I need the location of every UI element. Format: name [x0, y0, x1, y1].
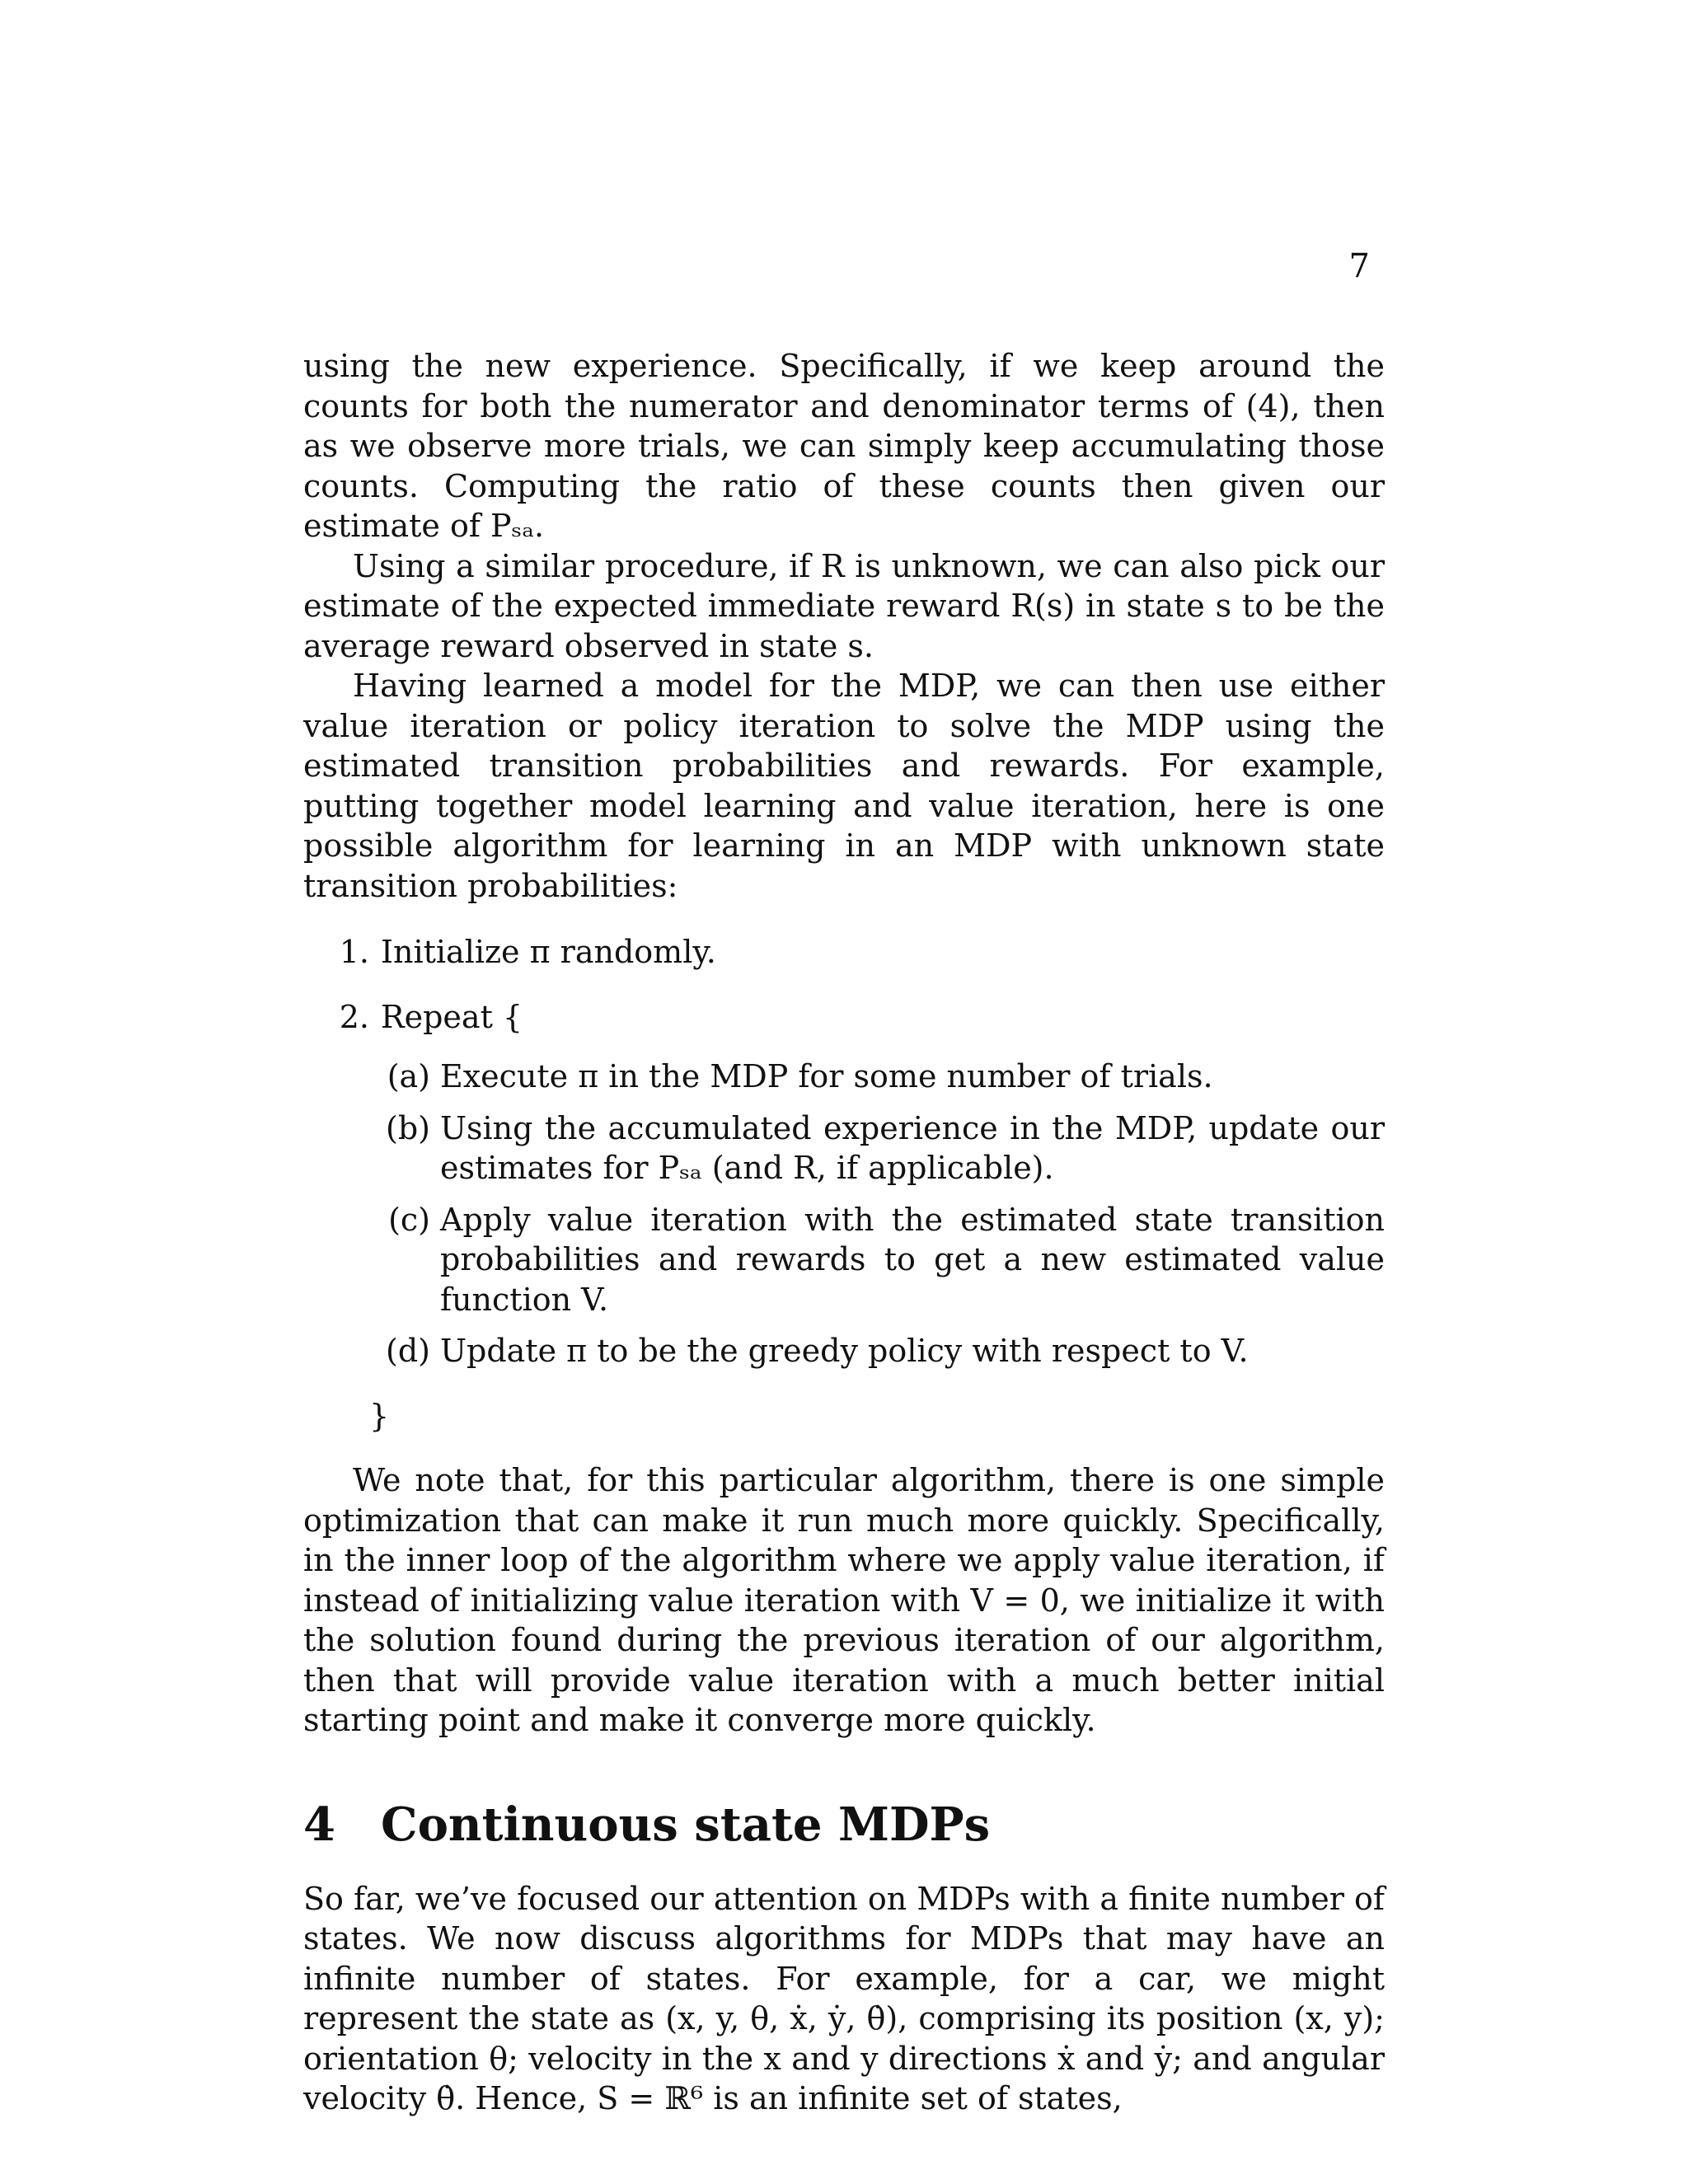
paragraph-4: We note that, for this particular algorithm, there is one simple optimization that can make it run much more quickly. Specifically, in the inner loop of the algorithm where we apply value iteration, if instead of initializing value iteration with V = 0, we initialize it with the solution found during the previous iteration of our algorithm, then that will provide value iteration with a much better initial starting point and make it converge more quickly. [303, 1462, 1385, 1738]
closing-brace: } [369, 1397, 390, 1434]
step-text: Initialize π randomly. [381, 934, 716, 970]
substep-text: Apply value iteration with the estimated state transition probabilities and rewards to get a new estimated value function V. [440, 1201, 1385, 1318]
substep-c [369, 1200, 1385, 1320]
substep-d [369, 1331, 1385, 1371]
substep-list [369, 1057, 1385, 1383]
paragraph-5: So far, we’ve focused our attention on MDPs with a finite number of states. We now discuss algorithms for MDPs that may have an infinite number of states. For example, for a car, we might represent the state as (x, y, θ, ẋ, ẏ, θ̇), comprising its position (x, y); orientation θ; velocity in the x and y directions ẋ and ẏ; and angular velocity θ̇. Hence, S = ℝ⁶ is an infinite set of states, [303, 1880, 1385, 2116]
substep-label: (c) [388, 1201, 430, 1238]
algorithm-step-1 [303, 932, 1385, 972]
section-title: Continuous state MDPs [381, 1797, 991, 1852]
substep-text: Update π to be the greedy policy with respect to V. [440, 1333, 1249, 1369]
substep-text: Using the accumulated experience in the MDP, update our estimates for Pₛₐ (and R, if applicable). [440, 1109, 1385, 1186]
paragraph-2: Using a similar procedure, if R is unknown, we can also pick our estimate of the expected immediate reward R(s) in state s to be the average reward observed in state s. [303, 547, 1385, 664]
algorithm-step-2 [303, 997, 1385, 1436]
substep-text: Execute π in the MDP for some number of trials. [440, 1058, 1213, 1094]
paragraph-1: using the new experience. Specifically, if we keep around the counts for both the numerator and denominator terms of (4), then as we observe more trials, we can simply keep accumulating those counts. Computing the ratio of these counts then given our estimate of Pₛₐ. [303, 348, 1385, 544]
paragraph-3: Having learned a model for the MDP, we can then use either value iteration or policy iteration to solve the MDP using the estimated transition probabilities and rewards. For example, putting together model learning and value iteration, here is one possible algorithm for learning in an MDP with unknown state transition probabilities: [303, 668, 1385, 904]
step-number: 2. [339, 998, 369, 1035]
substep-label: (b) [386, 1109, 430, 1146]
step-number: 1. [339, 934, 369, 970]
algorithm-list [303, 932, 1385, 1436]
step-text: Repeat { [381, 998, 523, 1035]
section-number: 4 [303, 1797, 335, 1852]
page-number: 7 [1348, 247, 1370, 285]
substep-a [369, 1057, 1385, 1097]
section-heading [303, 1798, 1385, 1851]
substep-b [369, 1108, 1385, 1188]
page-body [303, 346, 1385, 2119]
substep-label: (d) [386, 1333, 430, 1369]
substep-label: (a) [387, 1058, 430, 1094]
